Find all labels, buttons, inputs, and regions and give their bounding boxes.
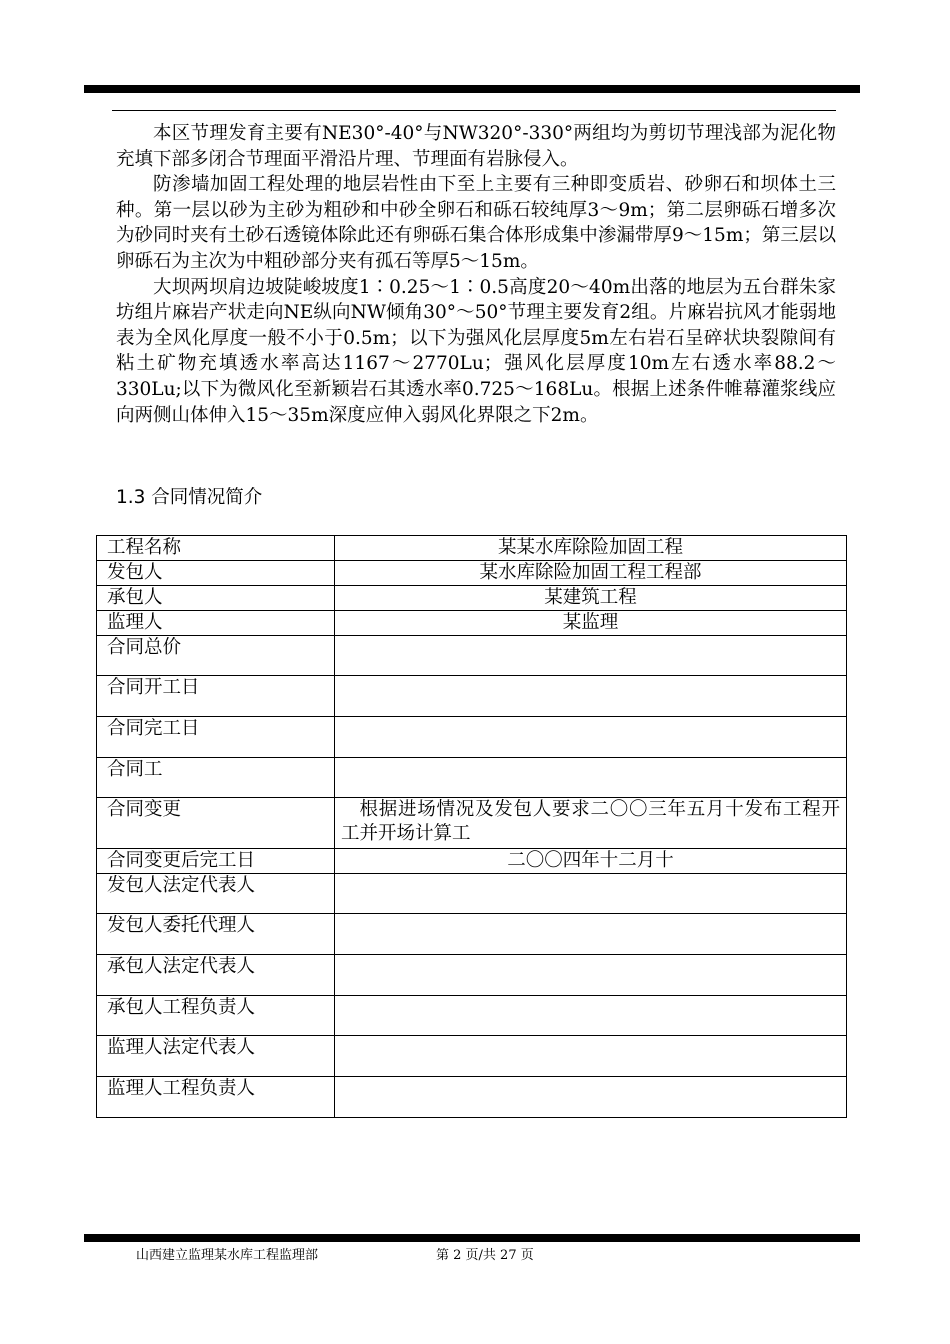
row-label: 发包人法定代表人: [97, 874, 335, 914]
table-row: [97, 586, 847, 611]
table-row: [97, 996, 847, 1036]
row-value: [335, 996, 847, 1036]
row-value: [335, 914, 847, 955]
row-value: [335, 758, 847, 798]
row-value: [335, 717, 847, 758]
row-label: 承包人: [97, 586, 335, 611]
paragraph-strata: 防渗墙加固工程处理的地层岩性由下至上主要有三种即变质岩、砂卵石和坝体土三种。第一层以砂为主砂为粗砂和中砂全卵石和砾石较纯厚3～9m；第二层卵砾石增多次为砂同时夹有土砂石透镜体除此还有卵砾石集合体形成集中渗漏带厚9～15m；第三层以卵砾石为主次为中粗砂部分夹有孤石等厚5～15m。: [116, 174, 836, 272]
header-rule-thick: [84, 85, 860, 93]
table-row: [97, 1077, 847, 1118]
row-value: [335, 874, 847, 914]
row-value: 根据进场情况及发包人要求二〇〇三年五月十发布工程开工并开场计算工: [335, 798, 847, 849]
row-label: 合同开工日: [97, 676, 335, 717]
table-row: [97, 914, 847, 955]
row-label: 发包人: [97, 561, 335, 586]
row-label: 合同完工日: [97, 717, 335, 758]
row-value: [335, 955, 847, 996]
table-row: [97, 1036, 847, 1077]
footer-rule-thick: [84, 1234, 860, 1242]
table-row: [97, 758, 847, 798]
table-row: [97, 955, 847, 996]
table-row: [97, 874, 847, 914]
contract-table: [96, 535, 847, 1118]
row-value: [335, 676, 847, 717]
table-row: [97, 717, 847, 758]
row-value: [335, 1077, 847, 1118]
row-value: 某某水库除险加固工程: [335, 536, 847, 561]
row-label: 合同变更后完工日: [97, 849, 335, 874]
row-label: 合同总价: [97, 636, 335, 676]
paragraph-joints: 本区节理发育主要有NE30°-40°与NW320°-330°两组均为剪切节理浅部为泥化物充填下部多闭合节理面平滑沿片理、节理面有岩脉侵入。: [116, 123, 836, 170]
row-label: 监理人工程负责人: [97, 1077, 335, 1118]
table-row: [97, 849, 847, 874]
row-label: 工程名称: [97, 536, 335, 561]
table-row: [97, 676, 847, 717]
table-row: [97, 561, 847, 586]
row-value: 某监理: [335, 611, 847, 636]
row-value: 二〇〇四年十二月十: [335, 849, 847, 874]
table-row: [97, 636, 847, 676]
row-value: 某水库除险加固工程工程部: [335, 561, 847, 586]
row-label: 合同工: [97, 758, 335, 798]
row-value: [335, 1036, 847, 1077]
row-label: 合同变更: [97, 798, 335, 849]
table-row: [97, 611, 847, 636]
row-label: 监理人法定代表人: [97, 1036, 335, 1077]
footer-company: 山西建立监理某水库工程监理部: [136, 1248, 319, 1263]
section-heading: 1.3 合同情况简介: [116, 487, 263, 508]
row-label: 承包人法定代表人: [97, 955, 335, 996]
row-value: [335, 636, 847, 676]
table-row: [97, 536, 847, 561]
paragraph-slopes: 大坝两坝肩边坡陡峻坡度1∶0.25～1∶0.5高度20～40m出落的地层为五台群朱家坊组片麻岩产状走向NE纵向NW倾角30°～50°节理主要发育2组。片麻岩抗风才能弱地表为全风化厚度一般不小于0.5m；以下为强风化层厚度5m左右岩石呈碎状块裂隙间有粘土矿物充填透水率高达1167～2770Lu；强风化层厚度10m左右透水率88.2～330Lu;以下为微风化至新颖岩石其透水率0.725～168Lu。根据上述条件帷幕灌浆线应向两侧山体伸入15～35m深度应伸入弱风化界限之下2m。: [116, 276, 836, 426]
table-row: [97, 798, 847, 849]
row-label: 承包人工程负责人: [97, 996, 335, 1036]
row-label: 监理人: [97, 611, 335, 636]
row-value: 某建筑工程: [335, 586, 847, 611]
header-rule-thin: [112, 110, 836, 111]
row-label: 发包人委托代理人: [97, 914, 335, 955]
body-text: [116, 121, 836, 428]
footer-page-number: 第 2 页/共 27 页: [436, 1248, 534, 1263]
